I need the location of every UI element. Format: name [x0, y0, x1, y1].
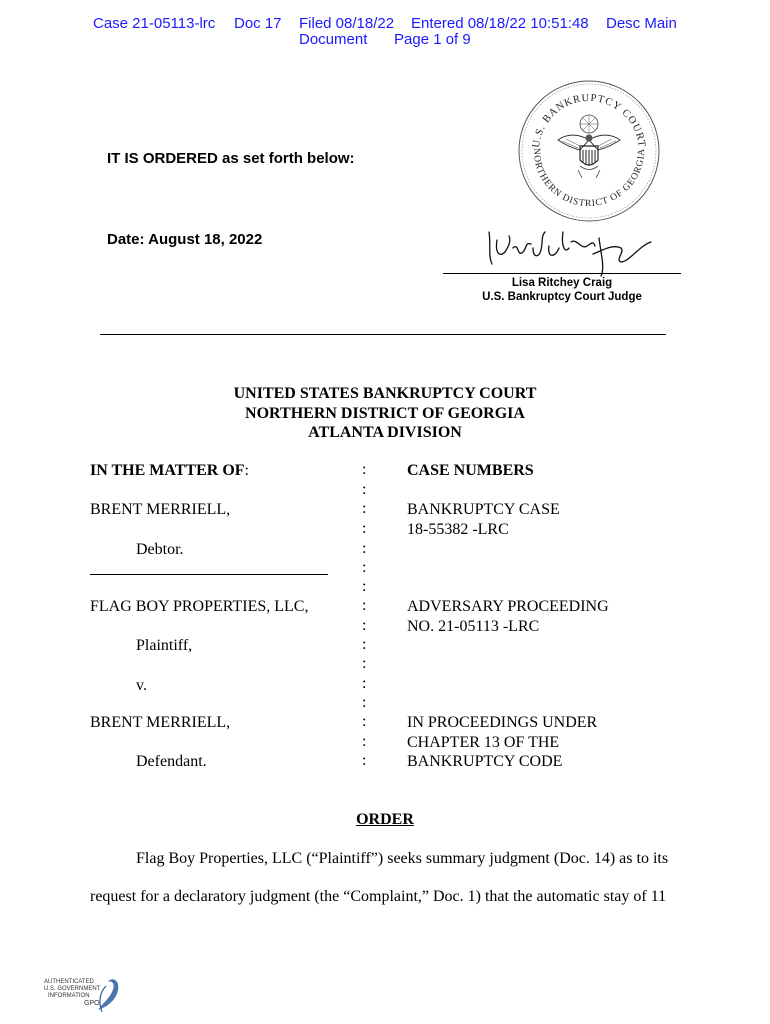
caption-chapter-line3: BANKRUPTCY CODE — [407, 753, 563, 770]
caption-defendant-role: Defendant. — [136, 753, 207, 770]
caption-defendant-name: BRENT MERRIELL, — [90, 714, 231, 731]
caption-colon: : — [362, 578, 367, 595]
caption-colon: : — [362, 617, 367, 634]
caption-debtor-role: Debtor. — [136, 541, 184, 558]
stamp-page: Page 1 of 9 — [394, 31, 471, 48]
svg-text:GPO: GPO — [84, 1000, 100, 1007]
svg-text:NORTHERN DISTRICT OF GEORGIA: NORTHERN DISTRICT OF GEORGIA — [530, 147, 648, 210]
stamp-filed: Filed 08/18/22 — [299, 15, 395, 32]
stamp-desc: Desc Main — [606, 15, 677, 32]
caption-colon: : — [362, 559, 367, 576]
judge-signature-image — [475, 218, 665, 280]
body-line-2: request for a declaratory judgment (the “Complaint,” Doc. 1) that the automatic stay of 11 — [90, 888, 667, 905]
caption-versus: v. — [136, 677, 147, 694]
caption-matter: IN THE MATTER OF: — [90, 462, 249, 479]
order-date: Date: August 18, 2022 — [107, 231, 263, 248]
judge-name: Lisa Ritchey Craig — [511, 277, 613, 289]
svg-text:U.S. BANKRUPTCY COURT: U.S. BANKRUPTCY COURT — [530, 92, 647, 149]
caption-colon: : — [362, 713, 367, 730]
caption-chapter-line1: IN PROCEEDINGS UNDER — [407, 714, 598, 731]
caption-colon: : — [362, 694, 367, 711]
stamp-document: Document — [299, 31, 368, 48]
caption-colon: : — [362, 636, 367, 653]
caption-colon: : — [362, 733, 367, 750]
court-division: ATLANTA DIVISION — [308, 424, 462, 441]
caption-adv-number: NO. 21-05113 -LRC — [407, 618, 540, 635]
body-line-1: Flag Boy Properties, LLC (“Plaintiff”) seeks summary judgment (Doc. 14) as to its — [136, 850, 669, 867]
gpo-authenticated-logo — [40, 972, 130, 1020]
caption-colon: : — [362, 752, 367, 769]
caption-colon: : — [362, 481, 367, 498]
caption-bk-case-number: 18-55382 -LRC — [407, 521, 509, 538]
caption-divider — [90, 574, 328, 575]
caption-colon: : — [362, 597, 367, 614]
caption-chapter-line2: CHAPTER 13 OF THE — [407, 734, 560, 751]
stamp-doc: Doc 17 — [234, 15, 282, 32]
caption-colon: : — [362, 461, 367, 478]
caption-colon: : — [362, 500, 367, 517]
caption-plaintiff-role: Plaintiff, — [136, 637, 193, 654]
stamp-entered: Entered 08/18/22 10:51:48 — [411, 15, 589, 32]
order-intro: IT IS ORDERED as set forth below: — [107, 150, 355, 167]
court-seal-image — [516, 78, 662, 224]
header-separator — [100, 334, 666, 335]
order-heading: ORDER — [356, 811, 414, 828]
court-district: NORTHERN DISTRICT OF GEORGIA — [245, 405, 525, 422]
caption-colon: : — [362, 540, 367, 557]
svg-text:AUTHENTICATED: AUTHENTICATED — [44, 979, 94, 985]
caption-case-numbers: CASE NUMBERS — [407, 462, 534, 479]
signature-line — [443, 273, 681, 274]
caption-debtor-name: BRENT MERRIELL, — [90, 501, 231, 518]
caption-colon: : — [362, 520, 367, 537]
svg-text:U.S. GOVERNMENT: U.S. GOVERNMENT — [44, 986, 101, 992]
caption-adv-label: ADVERSARY PROCEEDING — [407, 598, 609, 615]
judge-title: U.S. Bankruptcy Court Judge — [482, 291, 642, 303]
caption-colon: : — [362, 675, 367, 692]
court-name: UNITED STATES BANKRUPTCY COURT — [233, 385, 537, 402]
caption-colon: : — [362, 655, 367, 672]
stamp-case: Case 21-05113-lrc — [93, 15, 216, 32]
caption-plaintiff-name: FLAG BOY PROPERTIES, LLC, — [90, 598, 309, 615]
caption-bk-case-label: BANKRUPTCY CASE — [407, 501, 560, 518]
svg-text:INFORMATION: INFORMATION — [48, 993, 90, 999]
